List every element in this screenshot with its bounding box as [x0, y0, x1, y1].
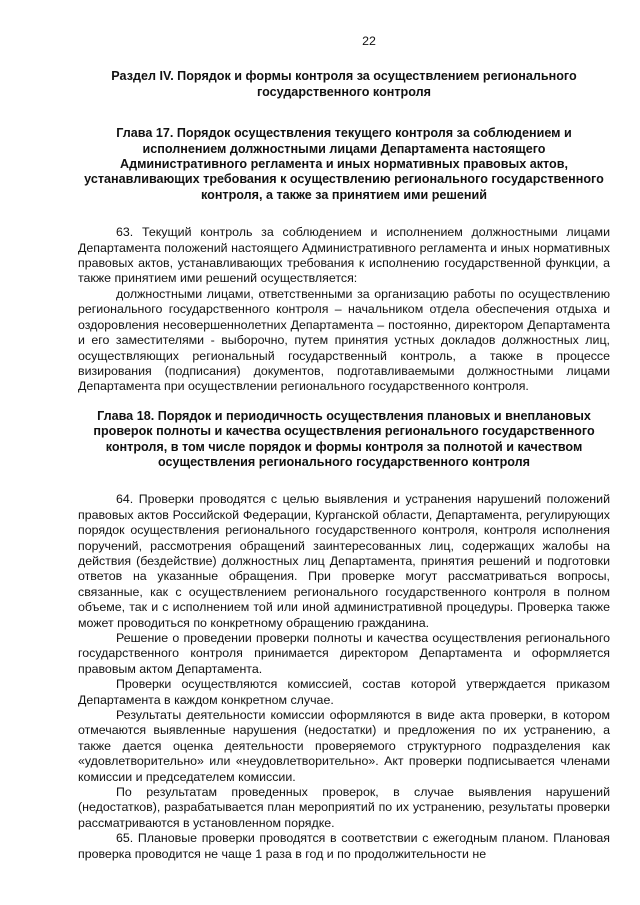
paragraph-65: 65. Плановые проверки проводятся в соответствии с ежегодным планом. Плановая проверка проводится не чаще 1 раза в год и по продолжительности не	[78, 831, 610, 861]
paragraph-commission-results: Результаты деятельности комиссии оформляются в виде акта проверки, в котором отмечаются выявленные нарушения (недостатки) и предложения по их устранению, а также дается оценка деятельности проверяемого структурного подразделения как «удовлетворительно» или «неудовлетворительно». Акт проверки подписывается членами комиссии и председателем комиссии.	[78, 708, 610, 784]
page-number: 22	[362, 34, 376, 48]
chapter-18-title: Глава 18. Порядок и периодичность осуществления плановых и внеплановых проверок полноты и качества осуществления регионального государственного контроля, в том числе порядок и формы контроля за полнотой и качеством осуществления регионального государственного контроля	[93, 408, 595, 469]
paragraph-inspection-decision: Решение о проведении проверки полноты и качества осуществления регионального государственного контроля принимается директором Департамента и оформляется правовым актом Департамента.	[78, 631, 610, 676]
section-title: Раздел IV. Порядок и формы контроля за осуществлением регионального государственного контроля	[111, 69, 577, 99]
paragraph-63-officials: должностными лицами, ответственными за организацию работы по осуществлению регионального государственного контроля – начальником отдела обеспечения отдыха и оздоровления несовершеннолетних Департамента – постоянно, директором Департамента и его заместителями - выборочно, путем принятия устных докладов должностных лиц, осуществляющих региональный государственный контроль, а также в процессе визирования (подписания) документов, подготавливаемыми должностными лицами Департамента при осуществлении регионального государственного контроля.	[78, 286, 610, 394]
paragraph-inspection-outcomes: По результатам проведенных проверок, в случае выявления нарушений (недостатков), разрабатывается план мероприятий по их устранению, результаты проверки рассматриваются в установленном порядке.	[78, 785, 610, 830]
chapter-17-title: Глава 17. Порядок осуществления текущего контроля за соблюдением и исполнением должностными лицами Департамента настоящего Административного регламента и иных нормативных правовых актов, устанавливающих требования к осуществлению регионального государственного контроля, а также за принятием ими решений	[84, 126, 604, 202]
paragraph-63: 63. Текущий контроль за соблюдением и исполнением должностными лицами Департамента положений настоящего Административного регламента и иных нормативных правовых актов, устанавливающих требования к исполнению государственной функции, а также принятием ими решений осуществляется:	[78, 225, 610, 286]
paragraph-64: 64. Проверки проводятся с целью выявления и устранения нарушений положений правовых актов Российской Федерации, Курганской области, Департамента, регулирующих порядок осуществления регионального государственного контроля, контроля исполнения поручений, рассмотрения обращений заинтересованных лиц, содержащих жалобы на действия (бездействие) должностных лиц Департамента, принятия решений и подготовки ответов на указанные обращения. При проверке могут рассматриваться вопросы, связанные, как с осуществлением регионального государственного контроля в полном объеме, так и с исполнением той или иной административной процедуры. Проверка также может проводиться по конкретному обращению гражданина.	[78, 492, 610, 630]
paragraph-commission: Проверки осуществляются комиссией, состав которой утверждается приказом Департамента в каждом конкретном случае.	[78, 677, 610, 707]
